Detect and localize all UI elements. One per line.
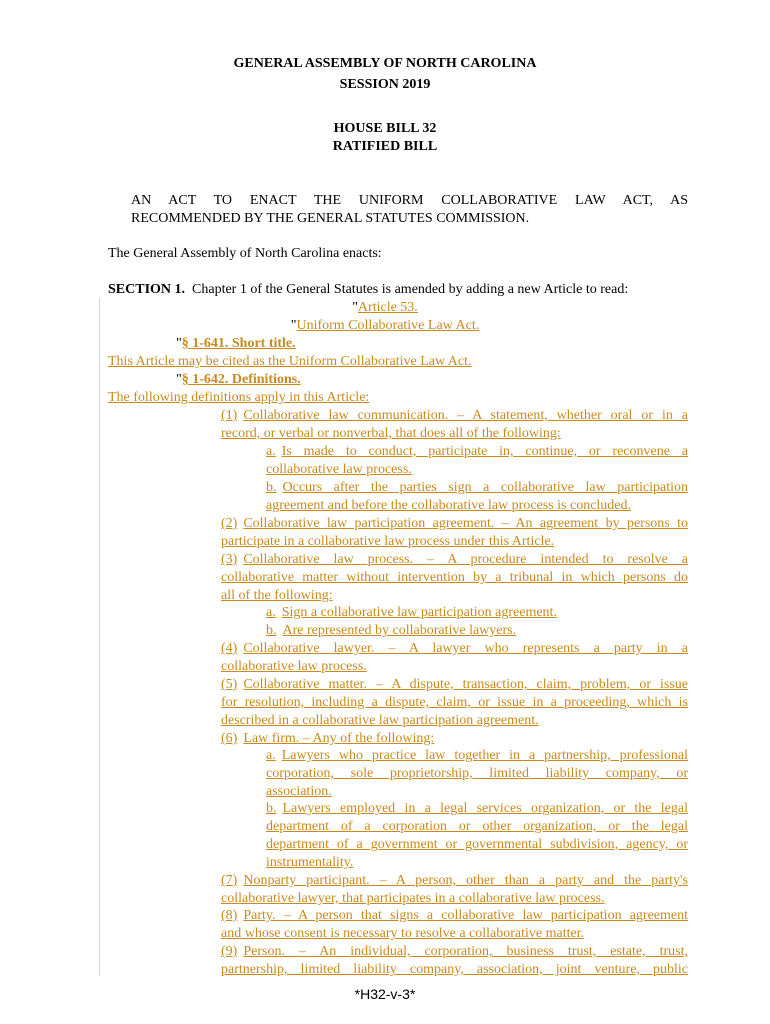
act-title-line-1: AN ACT TO ENACT THE UNIFORM COLLABORATIVE LAW ACT, AS (131, 193, 688, 208)
definition-d6a-line-2: corporation, sole proprietorship, limited liability company, or (266, 766, 688, 781)
definition-d3-line-2: collaborative matter without intervention by a tribunal in which persons do (221, 570, 688, 585)
definition-d4-line-1 (221, 641, 688, 657)
definition-d1-line-2: record, or verbal or nonverbal, that does all of the following: (221, 426, 561, 441)
definition-d2-number: (2) (221, 516, 238, 531)
definition-d3b-line-1 (266, 623, 688, 639)
definition-d8-text: Party. – A person that signs a collaborative law participation agreement (243, 908, 688, 923)
definition-d3-line-3: all of the following: (221, 588, 333, 603)
definition-d3a-text: Sign a collaborative law participation agreement. (281, 605, 557, 620)
definition-d4-line-2: collaborative law process. (221, 659, 367, 674)
definition-d7-number: (7) (221, 873, 238, 888)
definition-d6-text: Law firm. – Any of the following: (243, 731, 435, 746)
definition-d1-number: (1) (221, 408, 238, 423)
definition-d1a-line-2: collaborative law process. (266, 462, 412, 477)
definition-d6-line-1 (221, 731, 688, 747)
definition-d5-line-2: for resolution, including a dispute, claim, or issue in a proceeding, which is (221, 695, 688, 710)
definition-d1-text: Collaborative law communication. – A statement, whether oral or in a (243, 408, 688, 423)
definition-d9-line-1 (221, 944, 688, 960)
definition-d4-text: Collaborative lawyer. – A lawyer who represents a party in a (243, 641, 688, 656)
bill-status: RATIFIED BILL (332, 139, 438, 154)
definition-d6b-line-4: instrumentality. (266, 855, 354, 870)
definition-d6a-line-3: association. (266, 784, 332, 799)
definition-d1b-line-2: agreement and before the collaborative law process is concluded. (266, 498, 632, 513)
definition-d9-text: Person. – An individual, corporation, business trust, estate, trust, (243, 944, 688, 959)
definition-d6b-line-1 (266, 801, 688, 817)
definition-d2-line-2: participate in a collaborative law process under this Article. (221, 534, 555, 549)
definition-d5-line-1 (221, 677, 688, 693)
definition-d6b-text: Lawyers employed in a legal services organization, or the legal (282, 801, 688, 816)
section-1-label: SECTION 1. (108, 282, 186, 297)
definition-d3-line-1 (221, 552, 688, 568)
definition-d3b-number: b. (266, 623, 277, 638)
section-642-heading: "§ 1-642. Definitions. (176, 372, 301, 387)
definition-d3b-text: Are represented by collaborative lawyers. (282, 623, 517, 638)
article-number: "Article 53. (352, 300, 418, 315)
section-1-text: Chapter 1 of the General Statutes is amended by adding a new Article to read: (192, 282, 629, 297)
assembly-heading: GENERAL ASSEMBLY OF NORTH CAROLINA (233, 56, 537, 71)
definition-d5-line-3: described in a collaborative law participation agreement. (221, 713, 539, 728)
definition-d7-line-2: collaborative lawyer, that participates in a collaborative law process. (221, 891, 605, 906)
definition-d7-line-1 (221, 873, 688, 889)
definition-d3a-number: a. (266, 605, 276, 620)
definition-d8-line-2: and whose consent is necessary to resolve a collaborative matter. (221, 926, 585, 941)
margin-line (99, 298, 100, 976)
page-footer-code: *H32-v-3* (354, 986, 416, 1002)
section-642-intro: The following definitions apply in this Article: (108, 390, 370, 405)
definition-d8-number: (8) (221, 908, 238, 923)
definition-d6a-line-1 (266, 748, 688, 764)
definition-d1a-number: a. (266, 444, 276, 459)
definition-d1-line-1 (221, 408, 688, 424)
definition-d6b-line-2: department of a corporation or other organization, or the legal (266, 819, 688, 834)
definition-d1a-line-1 (266, 444, 688, 460)
section-1 (108, 282, 628, 298)
definition-d7-text: Nonparty participant. – A person, other than a party and the party's (243, 873, 688, 888)
definition-d3-text: Collaborative law process. – A procedure intended to resolve a (243, 552, 688, 567)
definition-d4-number: (4) (221, 641, 238, 656)
bill-number: HOUSE BILL 32 (333, 121, 437, 136)
section-641-text: This Article may be cited as the Uniform Collaborative Law Act. (108, 354, 472, 369)
definition-d5-text: Collaborative matter. – A dispute, transaction, claim, problem, or issue (243, 677, 688, 692)
definition-d6-number: (6) (221, 731, 238, 746)
definition-d6a-text: Lawyers who practice law together in a partnership, professional (281, 748, 688, 763)
act-title-line-2: RECOMMENDED BY THE GENERAL STATUTES COMMISSION. (131, 211, 530, 226)
definition-d5-number: (5) (221, 677, 238, 692)
article-name: "Uniform Collaborative Law Act. (290, 318, 480, 333)
definition-d1a-text: Is made to conduct, participate in, continue, or reconvene a (281, 444, 688, 459)
section-641-heading: "§ 1-641. Short title. (176, 336, 296, 351)
definition-d2-text: Collaborative law participation agreement. – An agreement by persons to (243, 516, 688, 531)
definition-d6b-line-3: department of a government or governmental subdivision, agency, or (266, 837, 688, 852)
definition-d3-number: (3) (221, 552, 238, 567)
definition-d9-line-2: partnership, limited liability company, association, joint venture, public (221, 962, 688, 977)
definition-d8-line-1 (221, 908, 688, 924)
enacting-clause: The General Assembly of North Carolina enacts: (108, 246, 382, 261)
session-heading: SESSION 2019 (339, 77, 431, 92)
definition-d6a-number: a. (266, 748, 276, 763)
definition-d1b-line-1 (266, 480, 688, 496)
definition-d1b-number: b. (266, 480, 277, 495)
definition-d9-number: (9) (221, 944, 238, 959)
definition-d1b-text: Occurs after the parties sign a collaborative law participation (282, 480, 688, 495)
definition-d6b-number: b. (266, 801, 277, 816)
definition-d3a-line-1 (266, 605, 688, 621)
definition-d2-line-1 (221, 516, 688, 532)
